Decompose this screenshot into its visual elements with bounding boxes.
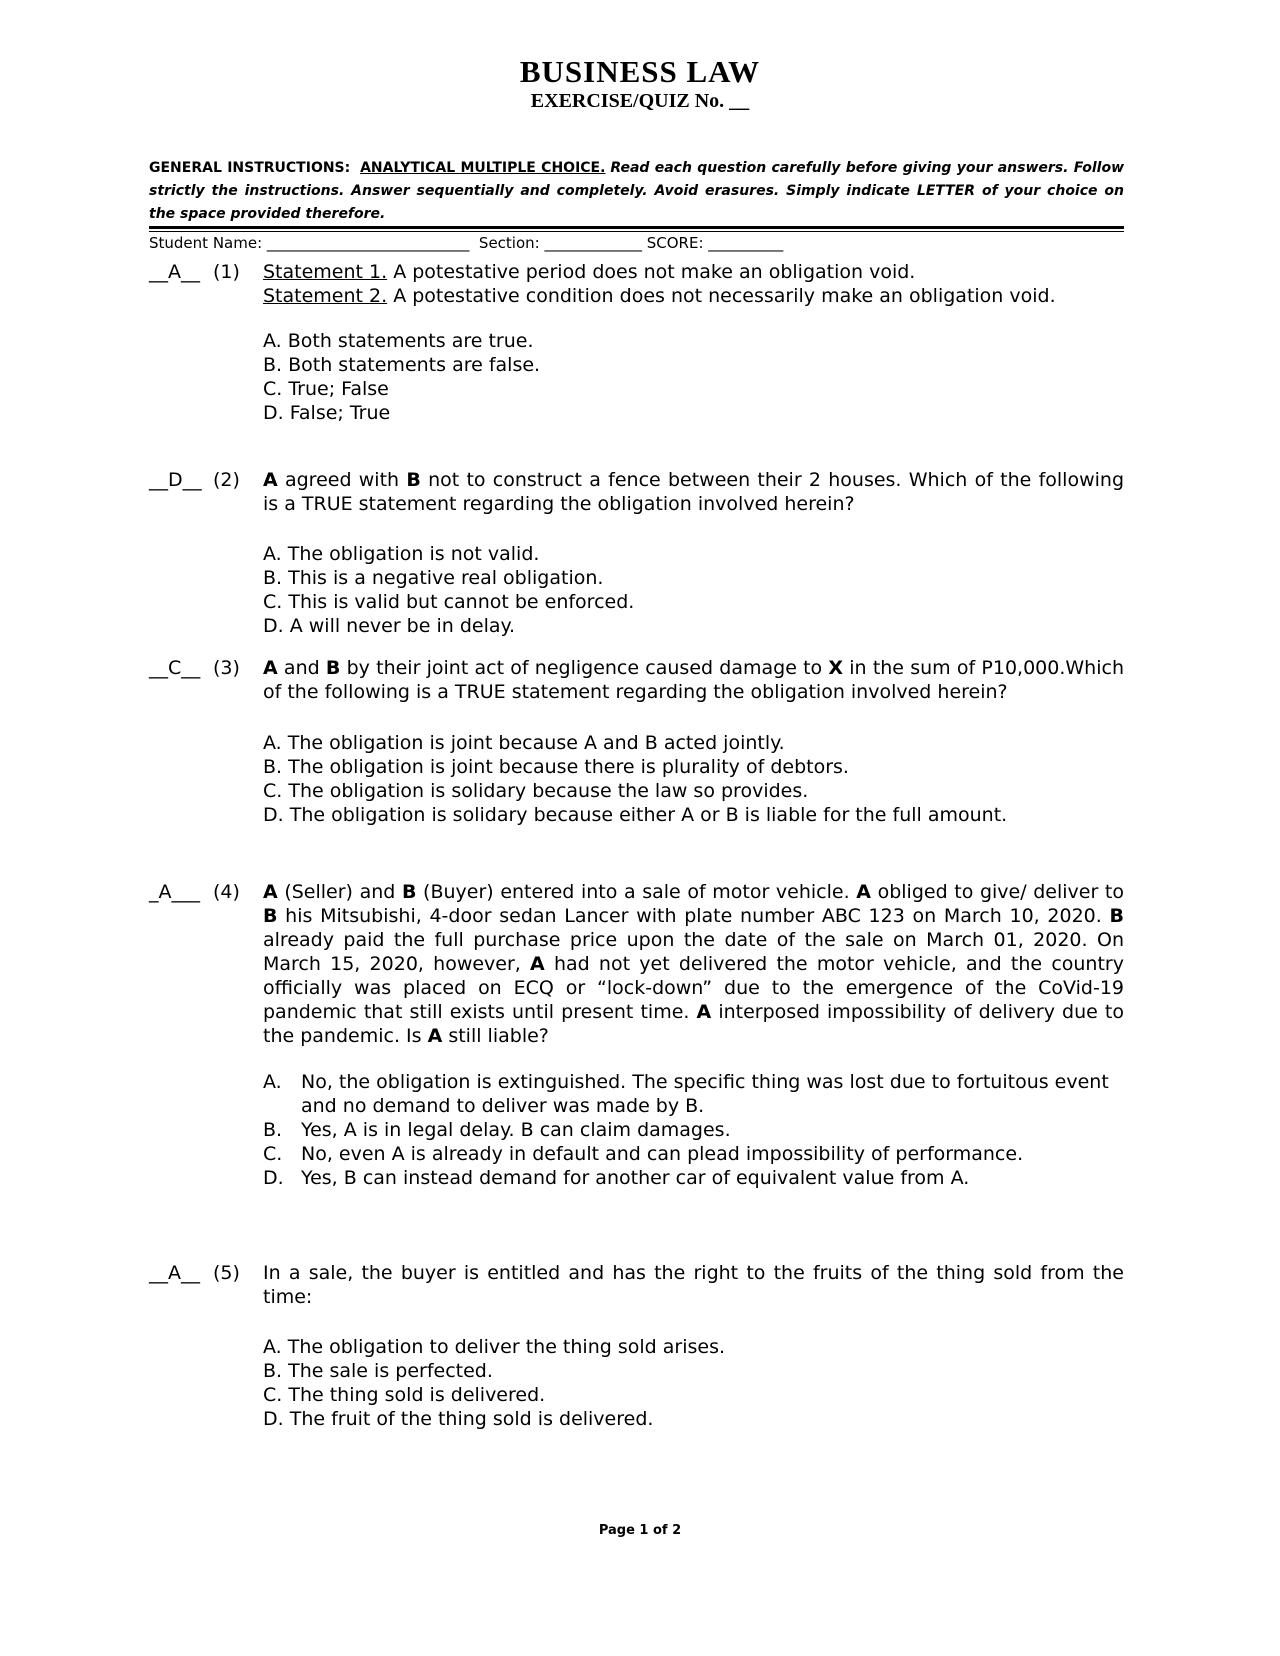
option-c: C. The thing sold is delivered.: [263, 1384, 546, 1406]
document-subtitle: EXERCISE/QUIZ No. __: [530, 90, 750, 112]
question-3: [149, 656, 1124, 827]
option-text: Yes, B can instead demand for another car of equivalent value from A.: [301, 1167, 970, 1189]
double-rule-thick: [149, 226, 1124, 229]
answer-blank[interactable]: __C__: [149, 657, 201, 679]
stem-text: his Mitsubishi, 4-door sedan Lancer with plate number ABC 123 on March 10, 2020.: [277, 905, 1110, 927]
statement-1: [263, 260, 1124, 284]
option-c: C. This is valid but cannot be enforced.: [263, 591, 635, 613]
instructions-type: ANALYTICAL MULTIPLE CHOICE.: [360, 160, 606, 176]
options-list: [263, 1070, 1124, 1190]
question-number: (4): [213, 881, 240, 903]
option-letter: B.: [263, 1119, 283, 1141]
party-b: B: [401, 881, 417, 903]
party-b: B: [263, 905, 278, 927]
option-c: C. True; False: [263, 378, 389, 400]
stem-text: still liable?: [442, 1025, 549, 1047]
stem-text: interposed impossibility of delivery due to the pandemic. Is: [263, 1001, 1124, 1047]
option-text: No, even A is already in default and can plead impossibility of performance.: [301, 1143, 1024, 1165]
question-5: [149, 1261, 1124, 1431]
option-text: Yes, A is in legal delay. B can claim damages.: [301, 1119, 731, 1141]
statement-1-label: Statement 1.: [263, 261, 388, 283]
option-a: A. The obligation to deliver the thing sold arises.: [263, 1336, 726, 1358]
stem-text: and: [277, 657, 326, 679]
option-a: A. The obligation is joint because A and B acted jointly.: [263, 732, 785, 754]
party-x: X: [828, 657, 844, 679]
options-list: [263, 542, 1124, 638]
party-b: B: [1109, 905, 1124, 927]
answer-blank[interactable]: __A__: [149, 261, 200, 283]
option-b: B. Both statements are false.: [263, 354, 541, 376]
question-stem: [263, 260, 1124, 308]
statement-2: [263, 284, 1124, 308]
option-d: D. The obligation is solidary because either A or B is liable for the full amount.: [263, 804, 1008, 826]
party-a: A: [263, 881, 278, 903]
option-a: A. The obligation is not valid.: [263, 543, 540, 565]
stem-text: by their joint act of negligence caused damage to: [340, 657, 829, 679]
option-text: No, the obligation is extinguished. The specific thing was lost due to fortuitous event and no demand to deliver was made by B.: [301, 1071, 1109, 1117]
answer-blank[interactable]: _A___: [149, 881, 200, 903]
statement-2-text: A potestative condition does not necessarily make an obligation void.: [387, 285, 1056, 307]
option-d: D. The fruit of the thing sold is delivered.: [263, 1408, 654, 1430]
stem-text: already paid the full purchase price upon the date of the sale on March 01, 2020. On March 15, 2020, however,: [263, 929, 1124, 975]
options-list: [263, 329, 1124, 425]
stem-text: (Seller) and: [277, 881, 402, 903]
option-a: A. Both statements are true.: [263, 330, 534, 352]
question-number: (3): [213, 657, 240, 679]
question-stem: [263, 880, 1124, 1048]
question-stem: In a sale, the buyer is entitled and has the right to the fruits of the thing sold from the time:: [263, 1262, 1124, 1308]
party-a: A: [427, 1025, 443, 1047]
question-number: (1): [213, 261, 240, 283]
option-b: [263, 1118, 1124, 1142]
question-4: [149, 880, 1124, 1190]
stem-text: had not yet delivered the motor vehicle, and the country officially was placed on ECQ or “lock-down” due to the emergence of the CoVid-19 pandemic that still exists until present time.: [263, 953, 1124, 1023]
option-b: B. The sale is perfected.: [263, 1360, 493, 1382]
statement-1-text: A potestative period does not make an obligation void.: [387, 261, 916, 283]
question-2: [149, 468, 1124, 638]
document-title: BUSINESS LAW: [519, 54, 761, 89]
question-stem: [263, 656, 1124, 704]
party-a: A: [263, 657, 278, 679]
party-b: B: [325, 657, 341, 679]
party-a: A: [696, 1001, 712, 1023]
option-c: [263, 1142, 1124, 1166]
stem-text: in the sum of P10,000.Which of the following is a TRUE statement regarding the obligation involved herein?: [263, 657, 1124, 703]
stem-text: not to construct a fence between their 2 houses. Which of the following is a TRUE statement regarding the obligation involved herein?: [263, 469, 1124, 515]
party-a: A: [856, 881, 871, 903]
question-number: (2): [213, 469, 240, 491]
option-letter: A.: [263, 1071, 282, 1093]
question-stem: [263, 468, 1124, 516]
option-d: [263, 1166, 1124, 1190]
instructions-text: Read each question carefully before giving your answers. Follow strictly the instructions. Answer sequentially and completely. Avoid erasures. Simply indicate LETTER of your choice on the space provided therefore.: [149, 160, 1125, 222]
instructions-lead: GENERAL INSTRUCTIONS:: [149, 160, 351, 176]
party-b: B: [406, 469, 421, 491]
options-list: [263, 1335, 1124, 1431]
statement-2-label: Statement 2.: [263, 285, 388, 307]
option-b: B. This is a negative real obligation.: [263, 567, 604, 589]
option-c: C. The obligation is solidary because the law so provides.: [263, 780, 809, 802]
question-number: (5): [213, 1262, 240, 1284]
party-a: A: [263, 469, 278, 491]
party-a: A: [530, 953, 545, 975]
option-a: [263, 1070, 1124, 1118]
option-d: D. False; True: [263, 402, 391, 424]
stem-text: (Buyer) entered into a sale of motor vehicle.: [416, 881, 857, 903]
stem-text: obliged to give/ deliver to: [870, 881, 1124, 903]
answer-blank[interactable]: __A__: [149, 1262, 200, 1284]
option-letter: C.: [263, 1143, 283, 1165]
answer-blank[interactable]: __D__: [149, 469, 202, 491]
option-letter: D.: [263, 1167, 284, 1189]
option-b: B. The obligation is joint because there is plurality of debtors.: [263, 756, 849, 778]
options-list: [263, 731, 1124, 827]
option-d: D. A will never be in delay.: [263, 615, 516, 637]
student-info-line: Student Name: ___________________________ Section: _____________ SCORE: __________: [149, 234, 784, 252]
stem-text: agreed with: [277, 469, 407, 491]
question-1: [149, 260, 1124, 425]
page-number: Page 1 of 2: [598, 1523, 682, 1538]
general-instructions: [149, 157, 1124, 226]
